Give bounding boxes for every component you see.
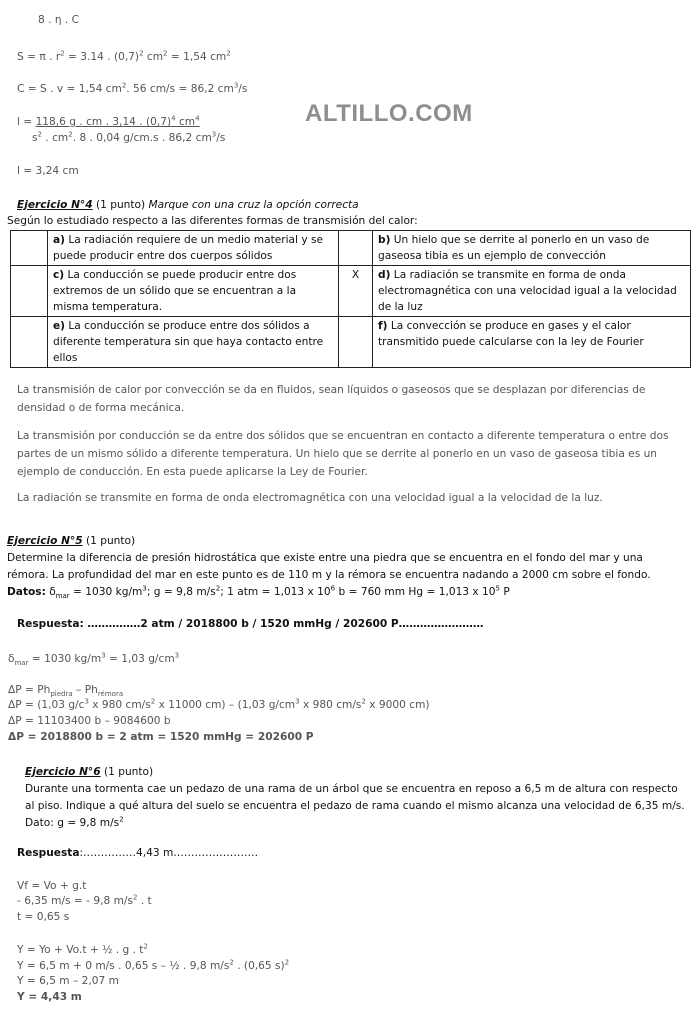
option-c: c) La conducción se puede producir entre dos extremos de un sólido que se encuentran a la misma temperatura. (48, 266, 339, 317)
checkbox-cell-f[interactable] (339, 317, 373, 368)
option-f: f) La convección se produce en gases y el calor transmitido puede calcularse con la ley de Fourier (373, 317, 691, 368)
table-row (11, 317, 691, 368)
option-b: b) Un hielo que se derrite al ponerlo en un vaso de gaseosa tibia es un ejemplo de convección (373, 231, 691, 266)
pressure-step-2: ΔP = (1,03 $g/c^3$ x 980 $cm/s^2$ x 11000 cm) – (1,03 $g/cm^3$ x 980 $cm/s^2$ x 9000 cm) (8, 697, 430, 711)
flow-formula: C = S . v = 1,54 $cm^2$. 56 cm/s = 86,2 $cm^3/s$ (17, 81, 248, 95)
explanation-convection: La transmisión de calor por convección se da en fluidos, sean líquidos o gaseosos que se desplazan por diferencias de densidad o de forma mecánica. (17, 384, 646, 414)
formula-line: 8 . η . C (38, 14, 80, 26)
watermark: ALTILLO.COM (305, 100, 473, 127)
checkbox-cell-b[interactable] (339, 231, 373, 266)
checkbox-cell-c[interactable] (11, 266, 48, 317)
option-e: e) La conducción se produce entre dos sólidos a diferente temperatura sin que haya contacto entre ellos (48, 317, 339, 368)
length-formula-numerator: l = 118,6 g . cm . 3,14 . $(0,7)^4$ $cm^4$ (17, 114, 200, 128)
length-result: l = 3,24 cm (17, 165, 79, 177)
option-a: a) La radiación requiere de un medio material y se puede producir entre dos cuerpos sólidos (48, 231, 339, 266)
exercise-4-intro: Según lo estudiado respecto a las diferentes formas de transmisión del calor: (7, 215, 418, 227)
exercise-5-answer: Respuesta: ……………2 atm / 2018800 b / 1520 mmHg / 202600 P…………………… (17, 618, 484, 630)
kinematics-eq-1: Vf = Vo + g.t (17, 880, 87, 892)
pressure-step-1: $\Delta P = Ph_{piedra} - Ph_{rémora}$ (8, 684, 124, 699)
kinematics-eq-3: t = 0,65 s (17, 911, 70, 923)
exercise-6-answer: Respuesta:……………4,43 m…………………… (17, 847, 259, 859)
checkbox-cell-a[interactable] (11, 231, 48, 266)
length-formula-denominator: $s^2$ . $cm^2$. 8 . 0,04 g/cm.s . 86,2 $cm^3/s$ (32, 130, 226, 144)
position-result: Y = 4,43 m (17, 991, 82, 1003)
exercise-5-heading: Ejercicio N°5 (1 punto) (7, 535, 136, 547)
explanation-conduction: La transmisión por conducción se da entre dos sólidos que se encuentran en contacto a diferente temperatura o entre dos partes de un mismo sólido a diferente temperatura. Un hielo que se derrite al ponerlo en un vaso de gaseosa tibia es un ejemplo de conducción. En esta puede aplicarse la Ley de Fourier. (17, 430, 669, 478)
table-row (11, 266, 691, 317)
position-eq-2: Y = 6,5 m + 0 m/s . 0,65 s – ½ . 9,8 $m/s^2$ . (0,65 s)$^2$ (17, 958, 290, 972)
position-eq-1: Y = Yo + Vo.t + ½ . g . $t^2$ (17, 942, 148, 956)
checkbox-cell-e[interactable] (11, 317, 48, 368)
density-conversion: $\delta_{mar} = 1030$ $kg/m^3 = 1,03$ $g/cm^3$ (8, 651, 180, 668)
checkbox-cell-d[interactable]: X (339, 266, 373, 317)
options-table (10, 230, 691, 368)
exercise-6-statement: Durante una tormenta cae un pedazo de una rama de un árbol que se encuentra en reposo a 6,5 m de altura con respecto al piso. Indique a qué altura del suelo se encuentra el pedazo de rama cuando el mismo alcanza una velocidad de 6,35 m/s. Dato: g = 9,8 $m/s^2$ (25, 783, 685, 829)
table-row (11, 231, 691, 266)
exercise-4-heading: Ejercicio N°4 (1 punto) Marque con una cruz la opción correcta (17, 199, 359, 211)
exercise-6-heading: Ejercicio N°6 (1 punto) (25, 766, 154, 778)
option-d: d) La radiación se transmite en forma de onda electromagnética con una velocidad igual a la velocidad de la luz (373, 266, 691, 317)
position-eq-3: Y = 6,5 m – 2,07 m (17, 975, 119, 987)
exercise-5-statement: Determine la diferencia de presión hidrostática que existe entre una piedra que se encuentra en el fondo del mar y una rémora. La profundidad del mar en este punto es de 110 m y la rémora se encuentra nadando a 2000 cm sobre el fondo. Datos: $\delta_{mar} = 1030$ $kg/m^3$; g = 9,8 $m/s^2$; 1 atm = 1,013 x $10^6$ b = 760 mm Hg = 1,013 x $10^5$ P (7, 552, 651, 601)
pressure-step-3: ΔP = 11103400 b – 9084600 b (8, 715, 171, 727)
kinematics-eq-2: - 6,35 m/s = - 9,8 $m/s^2$ . t (17, 893, 152, 907)
area-formula: S = π . $r^2 = 3.14$ . $(0,7)^2$ $cm^2 = 1,54$ $cm^2$ (17, 49, 231, 63)
pressure-result: ΔP = 2018800 b = 2 atm = 1520 mmHg = 202600 P (8, 731, 314, 743)
explanation-radiation: La radiación se transmite en forma de onda electromagnética con una velocidad igual a la velocidad de la luz. (17, 492, 603, 504)
